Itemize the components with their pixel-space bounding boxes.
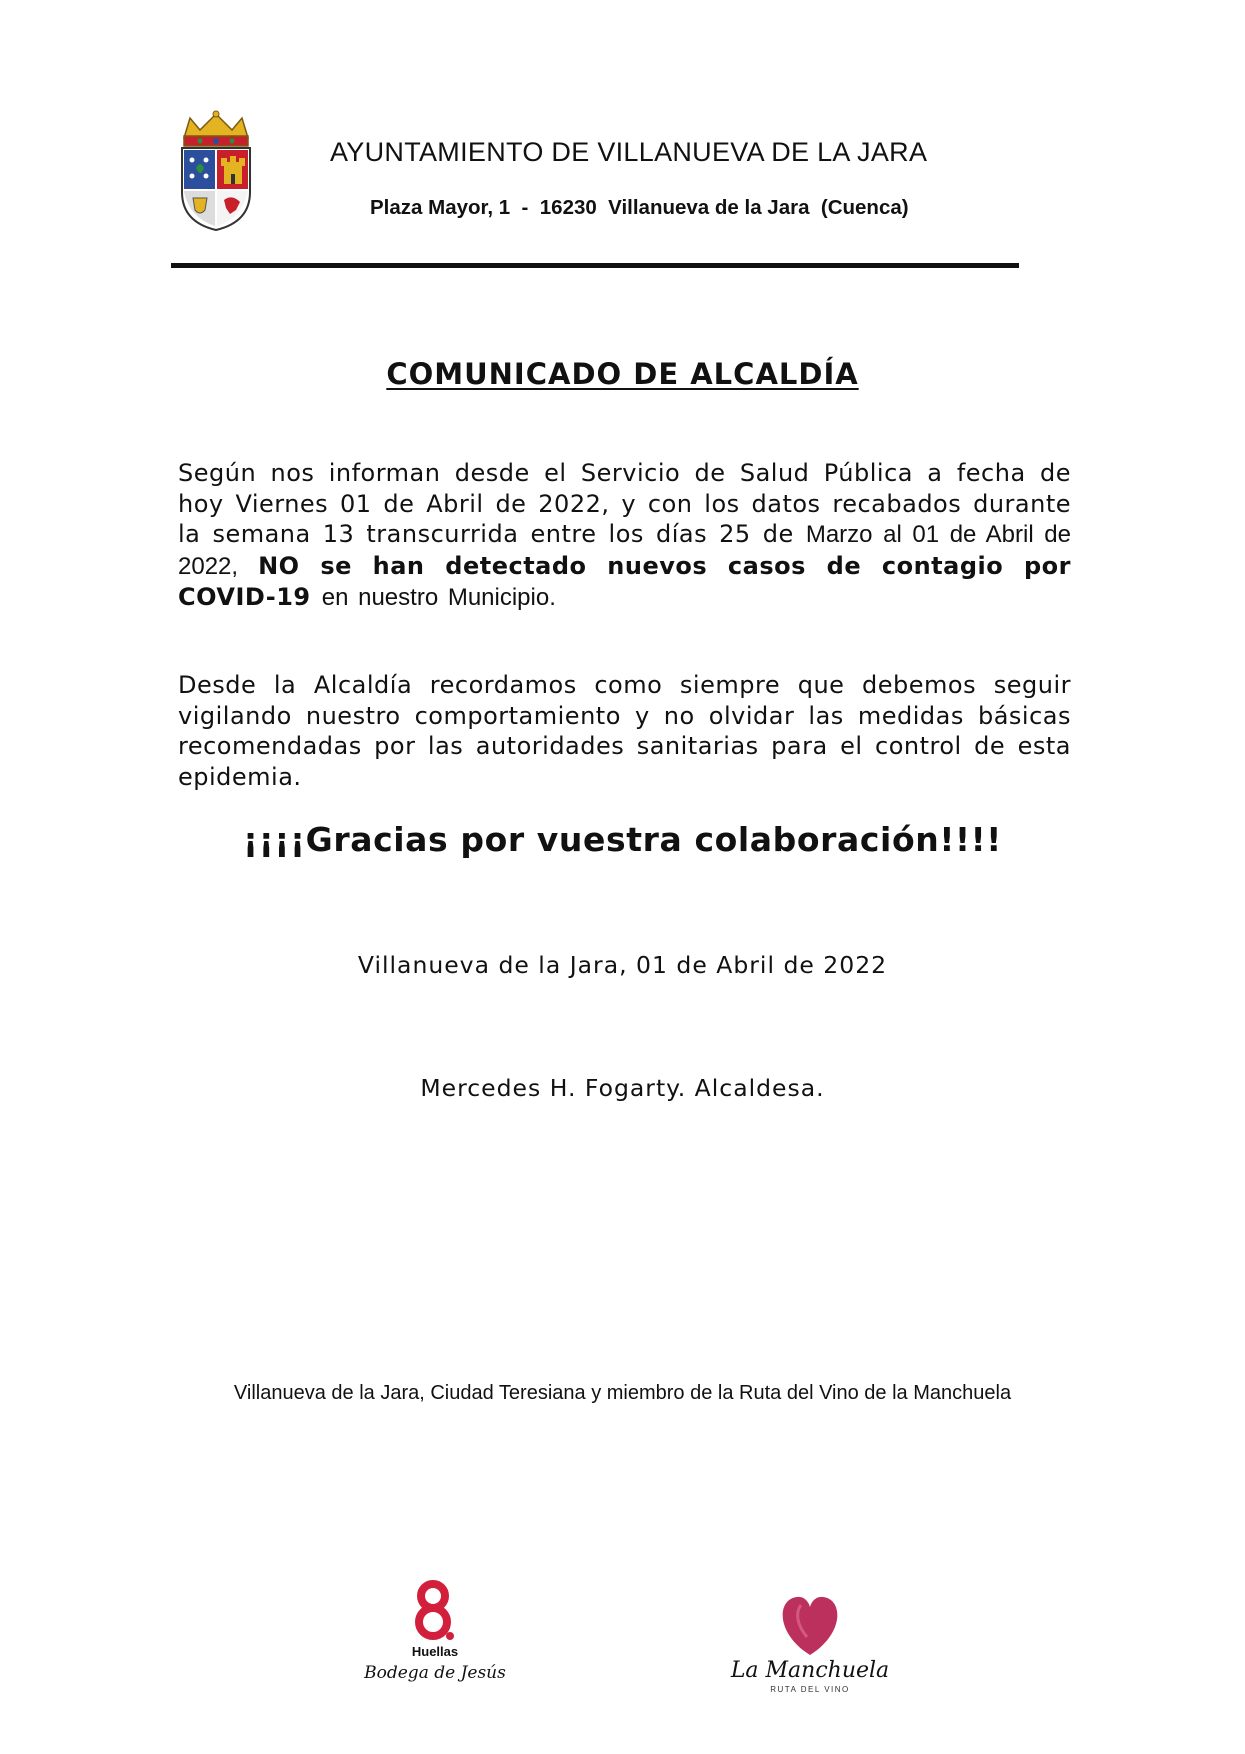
body-paragraph-2: Desde la Alcaldía recordamos como siempre que debemos seguir vigilando nuestro comportamiento y no olvidar las medidas básicas recomendadas por las autoridades sanitarias para el control de esta epidemia. bbox=[178, 671, 1071, 791]
paragraph-1-text-b: Marzo al 01 de Abril de 2022, bbox=[178, 521, 1071, 580]
place-date: Villanueva de la Jara, 01 de Abril de 2022 bbox=[357, 951, 888, 979]
signature: Mercedes H. Fogarty. Alcaldesa. bbox=[420, 1074, 825, 1102]
huellas-label: Huellas bbox=[411, 1644, 459, 1659]
coat-of-arms-icon bbox=[176, 110, 256, 234]
header-title: AYUNTAMIENTO DE VILLANUEVA DE LA JARA bbox=[330, 137, 928, 167]
header-divider bbox=[171, 263, 1019, 268]
paragraph-1-highlight: NO se han detectado nuevos casos de contagio por COVID-19 bbox=[178, 551, 1071, 611]
thanks-message: ¡¡¡¡Gracias por vuestra colaboración!!!! bbox=[243, 820, 1002, 859]
body-paragraph-1 bbox=[178, 458, 1071, 614]
document-title-text: COMUNICADO DE ALCALDÍA bbox=[386, 357, 859, 391]
footer-text: Villanueva de la Jara, Ciudad Teresiana y miembro de la Ruta del Vino de la Manchuela bbox=[233, 1382, 1012, 1404]
manchuela-logo-icon bbox=[730, 1585, 890, 1695]
manchuela-script: La Manchuela bbox=[730, 1658, 890, 1683]
huellas-script: Bodega de Jesús bbox=[364, 1663, 506, 1683]
paragraph-1-text-c: en nuestro Municipio. bbox=[321, 584, 556, 611]
header-address: Plaza Mayor, 1 - 16230 Villanueva de la Jara (Cuenca) bbox=[370, 196, 909, 219]
paragraph-1-text-a: Según nos informan desde el Servicio de Salud Pública a fecha de hoy Viernes 01 de Abril de 2022, y con los datos recabados durante la semana 13 transcurrida entre los días 25 de bbox=[178, 459, 1071, 548]
manchuela-sub: RUTA DEL VINO bbox=[770, 1685, 850, 1694]
huellas-logo-icon bbox=[364, 1578, 506, 1693]
document-title bbox=[150, 357, 1095, 391]
